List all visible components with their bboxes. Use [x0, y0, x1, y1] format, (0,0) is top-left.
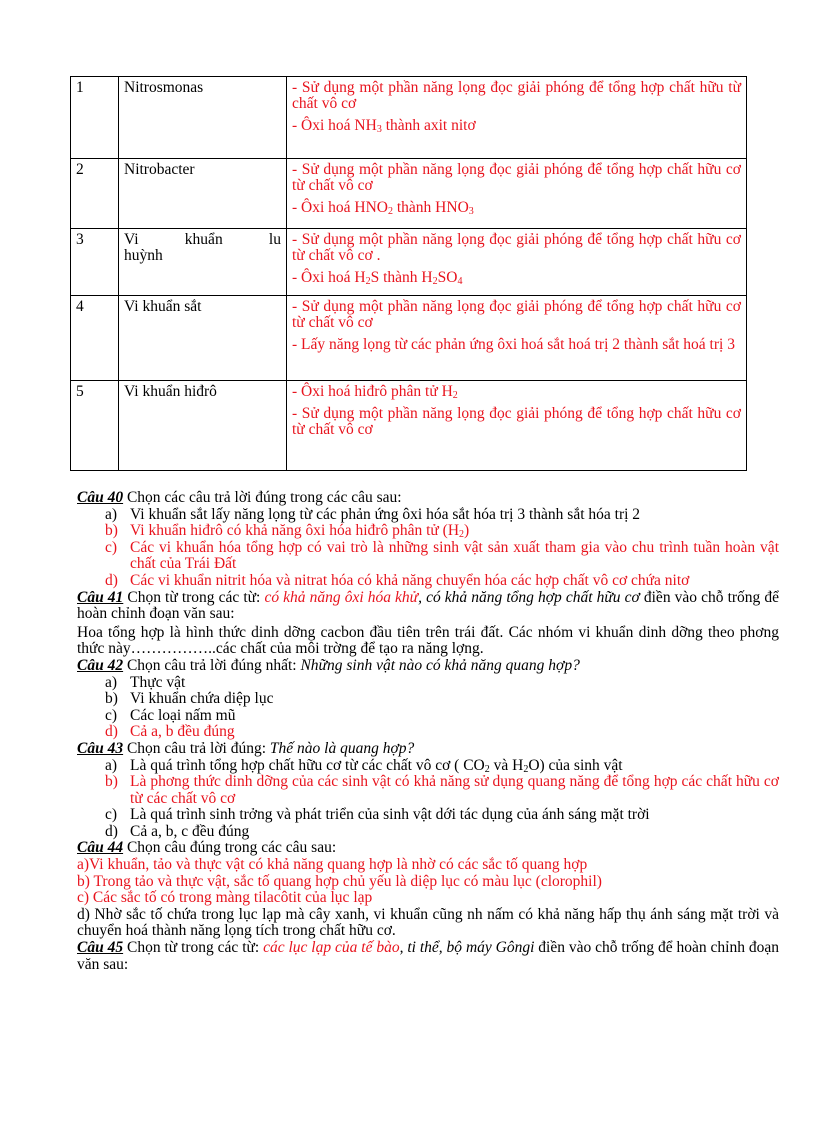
row-number: 1 — [71, 77, 119, 159]
row-number: 3 — [71, 229, 119, 296]
bacteria-name — [119, 229, 287, 296]
answer-option-correct: d) Cả a, b đều đúng — [105, 723, 235, 741]
answer-option: c) Các loại nấm mũ — [105, 706, 236, 724]
questions-section — [77, 490, 779, 973]
bacteria-role — [287, 229, 747, 296]
bacteria-name: Nitrobacter — [119, 159, 287, 229]
answer-option: a) Vi khuẩn sắt lấy năng lọng từ các phản ứng ôxi hóa sắt hóa trị 3 thành sắt hóa trị 2 — [105, 505, 641, 523]
role-line: - Sử dụng một phần năng lọng đọc giải phóng để tổng hợp chất hữu cơ từ chất vô cơ — [292, 405, 741, 438]
role-line: - Sử dụng một phần năng lọng đọc giải phóng để tổng hợp chất hữu từ chất vô cơ — [292, 79, 741, 112]
question-number: Câu 40 — [77, 489, 124, 506]
question-number: Câu 42 — [77, 656, 124, 674]
answer-option: a) Là quá trình tổng hợp chất hữu cơ từ các chất vô cơ ( $CO_2$ và $H_2O$) của sinh vật — [105, 756, 623, 775]
role-line: - Ôxi hoá $H_2S$ thành $H_2SO_4$ — [292, 269, 463, 287]
bacteria-table — [70, 76, 747, 471]
answer-option-correct: c) Các sắc tố có trong màng tilacôtit của lục lạp — [77, 889, 373, 907]
question-stem: Chọn các câu trả lời đúng trong các câu sau: — [123, 489, 402, 506]
fill-word-option: có khả năng ôxi hóa khử — [264, 588, 419, 606]
bacteria-role — [287, 296, 747, 381]
bacteria-role — [287, 381, 747, 471]
answer-option-correct: a)Vi khuẩn, tảo và thực vật có khả năng quang hợp là nhờ có các sắc tố quang hợp — [77, 856, 588, 874]
question-number: Câu 43 — [77, 739, 124, 757]
question-45: Câu 45 Chọn từ trong các từ: các lục lạp của tế bào, ti thể, bộ máy Gôngi điền vào chỗ trống để hoàn chỉnh đoạn văn sau: — [77, 939, 779, 973]
answer-option: a) Thực vật — [105, 673, 186, 691]
table-row — [71, 159, 747, 229]
table-row — [71, 381, 747, 471]
role-line: - Lấy năng lọng từ các phản ứng ôxi hoá sắt hoá trị 2 thành sắt hoá trị 3 — [292, 336, 735, 353]
answer-option-correct: b) Vi khuẩn hiđrô có khả năng ôxi hóa hiđrô phân tử $(H_2)$ — [105, 522, 470, 541]
answer-option-correct: d) Các vi khuẩn nitrit hóa và nitrat hóa có khả năng chuyển hóa các hợp chất vô cơ chứa nitơ — [105, 571, 690, 589]
table-row — [71, 77, 747, 159]
bacteria-name: Nitrosmonas — [119, 77, 287, 159]
row-number: 4 — [71, 296, 119, 381]
question-42: Câu 42 Chọn câu trả lời đúng nhất: Những sinh vật nào có khả năng quang hợp? — [77, 656, 580, 674]
row-number: 5 — [71, 381, 119, 471]
fill-word-option: , có khả năng tổng hợp chất hữu cơ — [418, 588, 640, 606]
question-43: Câu 43 Chọn câu trả lời đúng: Thế nào là quang hợp? — [77, 739, 415, 757]
row-number: 2 — [71, 159, 119, 229]
answer-option-correct: b) Là phơng thức dinh dỡng của các sinh vật có khả năng sử dụng quang năng để tổng hợp các chất hữu cơ từ các chất vô cơ — [105, 773, 779, 807]
question-41: Câu 41 Chọn từ trong các từ: có khả năng ôxi hóa khử, có khả năng tổng hợp chất hữu cơ điền vào chỗ trống để hoàn chỉnh đoạn văn sau: — [77, 588, 779, 623]
role-line: - Sử dụng một phần năng lọng đọc giải phóng để tổng hợp chất hữu cơ từ chất vô cơ — [292, 161, 741, 194]
question-number: Câu 44 — [77, 839, 124, 857]
bacteria-name: Vi khuẩn sắt — [119, 296, 287, 381]
fill-word-option: , ti thể, bộ máy Gôngi — [399, 939, 535, 957]
role-line: - Ôxi hoá $HNO_2$ thành $HNO_3$ — [292, 199, 474, 217]
answer-option-correct: b) Trong tảo và thực vật, sắc tố quang hợp chủ yếu là diệp lục có màu lục (clorophil) — [77, 872, 602, 890]
bacteria-name: Vi khuẩn hiđrô — [119, 381, 287, 471]
question-number: Câu 45 — [77, 939, 124, 957]
role-line: - Sử dụng một phần năng lọng đọc giải phóng để tổng hợp chất hữu cơ từ chất vô cơ . — [292, 231, 741, 264]
role-line: - Ôxi hoá $NH_3$ thành axit nitơ — [292, 117, 476, 135]
answer-option: b) Vi khuẩn chứa diệp lục — [105, 690, 274, 708]
question-number: Câu 41 — [77, 588, 124, 606]
answer-option: c) Là quá trình sinh trởng và phát triển của sinh vật dới tác dụng của ánh sáng mặt trời — [105, 806, 650, 824]
role-line: - Ôxi hoá hiđrô phân tử $H_2$ — [292, 383, 458, 401]
question-40 — [77, 490, 779, 507]
answer-option-correct: c) Các vi khuẩn hóa tổng hợp có vai trò là những sinh vật sản xuất tham gia vào chu trình tuần hoàn vật chất của Trái Đất — [105, 538, 779, 573]
role-line: - Sử dụng một phần năng lọng đọc giải phóng để tổng hợp chất hữu cơ từ chất vô cơ — [292, 298, 741, 331]
answer-option: d) Cả a, b, c đều đúng — [105, 822, 250, 840]
table-row — [71, 229, 747, 296]
bacteria-role — [287, 77, 747, 159]
fill-word-option: các lục lạp của tế bào — [263, 939, 400, 957]
bacteria-role — [287, 159, 747, 229]
fill-in-paragraph: Hoa tổng hợp là hình thức dinh dỡng cacbon đầu tiên trên trái đất. Các nhóm vi khuẩn dinh dỡng theo phơng thức này……………..các chất của môi trờng để tạo ra năng lợng. — [77, 623, 779, 658]
table-row — [71, 296, 747, 381]
question-44: Câu 44 Chọn câu đúng trong các câu sau: — [77, 839, 337, 857]
answer-option: d) Nhờ sắc tố chứa trong lục lạp mà cây xanh, vi khuẩn cũng nh nấm có khả năng hấp thụ ánh sáng mặt trời và chuyển hoá thành năng lọng tích trong chất hữu cơ. — [77, 905, 779, 940]
name-line: Vi khuẩn lu — [124, 231, 281, 248]
name-line: huỳnh — [124, 247, 163, 264]
